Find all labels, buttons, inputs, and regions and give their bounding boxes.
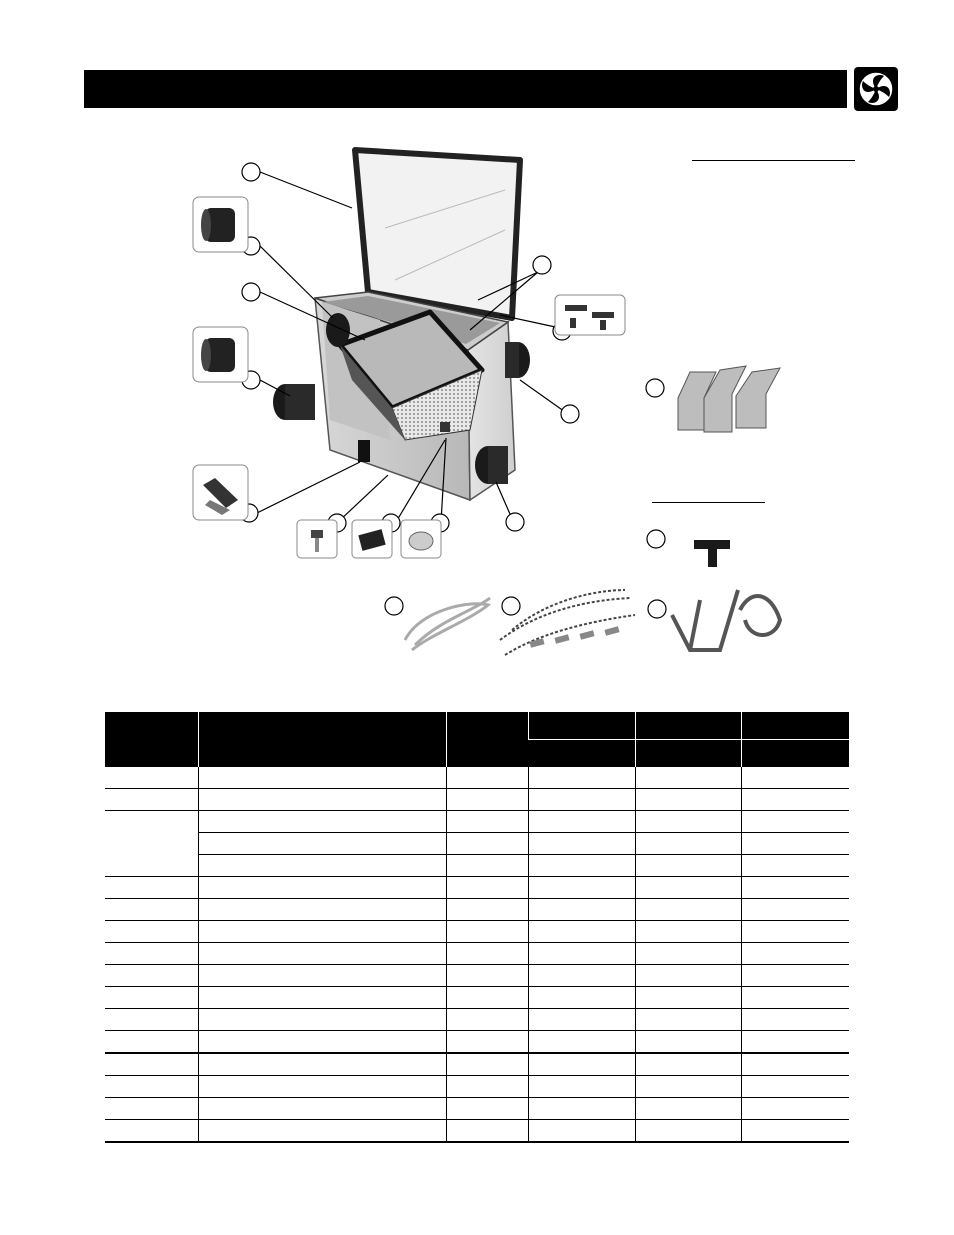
table-row bbox=[105, 1076, 849, 1098]
table-row bbox=[105, 833, 849, 855]
table-row bbox=[105, 767, 849, 789]
drain-tubing bbox=[405, 598, 490, 650]
table-row bbox=[105, 877, 849, 899]
heading-underline-2 bbox=[652, 502, 765, 503]
mounting-brackets bbox=[678, 366, 780, 432]
table-row bbox=[105, 1031, 849, 1054]
tee-fitting bbox=[694, 540, 730, 567]
header-cell bbox=[528, 712, 635, 740]
parts-table bbox=[105, 712, 849, 1143]
header-cell bbox=[741, 712, 849, 740]
table-row bbox=[105, 1098, 849, 1120]
header-cell bbox=[528, 740, 635, 768]
table-row bbox=[105, 899, 849, 921]
table-row bbox=[105, 855, 849, 877]
heading-underline-1 bbox=[692, 160, 855, 161]
inset-collar-1 bbox=[201, 208, 235, 242]
table-row bbox=[105, 811, 849, 833]
table-row bbox=[105, 943, 849, 965]
header-cell bbox=[446, 712, 528, 767]
header-cell bbox=[635, 712, 741, 740]
switch-part bbox=[358, 440, 370, 462]
table-row bbox=[105, 1120, 849, 1143]
inset-collar-2 bbox=[201, 338, 235, 372]
table-header-row bbox=[105, 712, 849, 740]
header-cell bbox=[635, 740, 741, 768]
table-row bbox=[105, 921, 849, 943]
drain-part bbox=[440, 422, 450, 432]
table-row bbox=[105, 987, 849, 1009]
table-row bbox=[105, 789, 849, 811]
table-row bbox=[105, 1053, 849, 1076]
lid bbox=[355, 150, 520, 318]
header-cell bbox=[741, 740, 849, 768]
header-cell bbox=[198, 712, 446, 767]
table-row bbox=[105, 965, 849, 987]
hanging-chains bbox=[500, 590, 635, 655]
header-cell bbox=[105, 712, 198, 767]
hanging-straps bbox=[672, 590, 780, 650]
table-row bbox=[105, 1009, 849, 1031]
inset-nut bbox=[409, 532, 433, 550]
